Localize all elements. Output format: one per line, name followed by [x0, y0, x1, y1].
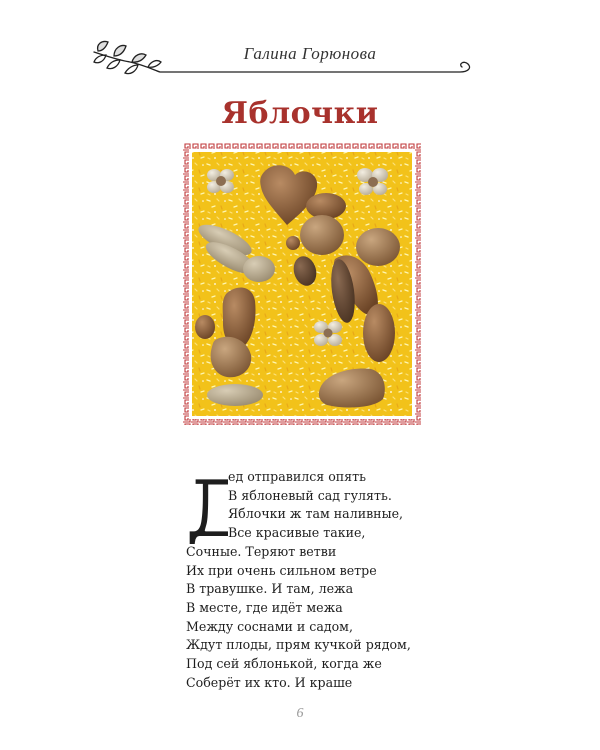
poem-line-12: Соберёт их кто. И краше: [186, 674, 353, 690]
poem-text: [186, 468, 446, 692]
poem-line-6: Их при очень сильном ветре: [186, 562, 377, 578]
poem-line-10: Ждут плоды, прям кучкой рядом,: [186, 637, 411, 653]
poem-line-11: Под сей яблонькой, когда же: [186, 656, 382, 672]
poem-line-9: Между соснами и садом,: [186, 618, 353, 634]
poem-line-2: В яблоневый сад гулять.: [228, 487, 392, 503]
page-number: 6: [296, 706, 304, 721]
poem-title: Яблочки: [221, 96, 379, 131]
poem-line-8: В месте, где идёт межа: [186, 599, 343, 615]
dropcap-text: Д: [186, 472, 228, 544]
author-name: Галина Горюнова: [243, 44, 377, 63]
poem-line-1: ед отправился опять: [228, 469, 366, 484]
poem-line-4: Все красивые такие,: [228, 525, 366, 541]
poem-line-7: В травушке. И там, лежа: [186, 581, 354, 597]
poem-line-3: Яблочки ж там наливные,: [228, 506, 404, 522]
stone-mosaic-picture: [183, 143, 421, 425]
poem-line-5: Сочные. Теряют ветви: [186, 543, 337, 559]
